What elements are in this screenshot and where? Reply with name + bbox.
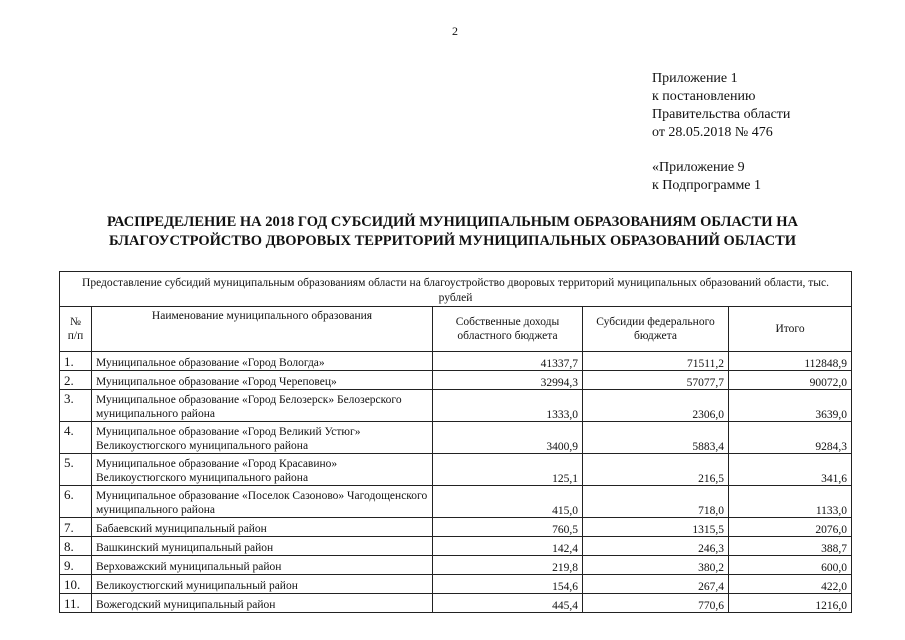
row-total: 112848,9	[729, 352, 852, 371]
row-name: Муниципальное образование «Город Белозерск» Белозерского муниципального района	[92, 390, 433, 422]
row-name: Верховажский муниципальный район	[92, 556, 433, 575]
table-row	[60, 454, 852, 486]
row-federal-subsidy: 267,4	[583, 575, 729, 594]
title-line: РАСПРЕДЕЛЕНИЕ НА 2018 ГОД СУБСИДИЙ МУНИЦИПАЛЬНЫМ ОБРАЗОВАНИЯМ ОБЛАСТИ НА	[107, 214, 798, 230]
row-name: Муниципальное образование «Город Красавино» Великоустюгского муниципального района	[92, 454, 433, 486]
table-caption-row	[60, 272, 852, 307]
table-caption: Предоставление субсидий муниципальным образованиям области на благоустройство дворовых территорий муниципальных образований области, тыс. рублей	[60, 272, 852, 307]
table-row	[60, 594, 852, 613]
row-total: 9284,3	[729, 422, 852, 454]
table-row	[60, 575, 852, 594]
row-federal-subsidy: 770,6	[583, 594, 729, 613]
row-federal-subsidy: 1315,5	[583, 518, 729, 537]
row-name: Великоустюгский муниципальный район	[92, 575, 433, 594]
row-number: 2.	[60, 371, 92, 390]
row-federal-subsidy: 380,2	[583, 556, 729, 575]
table-row	[60, 518, 852, 537]
subsidy-table	[59, 271, 852, 613]
row-name: Муниципальное образование «Город Вологда»	[92, 352, 433, 371]
appendix-line: к постановлению	[652, 89, 756, 104]
header-own-income: Собственные доходы областного бюджета	[433, 307, 583, 352]
row-own-income: 219,8	[433, 556, 583, 575]
header-name: Наименование муниципального образования	[92, 307, 433, 352]
row-number: 3.	[60, 390, 92, 422]
title-line: БЛАГОУСТРОЙСТВО ДВОРОВЫХ ТЕРРИТОРИЙ МУНИЦИПАЛЬНЫХ ОБРАЗОВАНИЙ ОБЛАСТИ	[108, 233, 797, 249]
table-row	[60, 556, 852, 575]
row-name: Бабаевский муниципальный район	[92, 518, 433, 537]
row-total: 90072,0	[729, 371, 852, 390]
table-header-row	[60, 307, 852, 352]
header-federal-subsidy: Субсидии федерального бюджета	[583, 307, 729, 352]
row-federal-subsidy: 718,0	[583, 486, 729, 518]
row-total: 341,6	[729, 454, 852, 486]
row-total: 600,0	[729, 556, 852, 575]
row-own-income: 760,5	[433, 518, 583, 537]
row-name: Вожегодский муниципальный район	[92, 594, 433, 613]
row-own-income: 125,1	[433, 454, 583, 486]
row-own-income: 445,4	[433, 594, 583, 613]
row-federal-subsidy: 2306,0	[583, 390, 729, 422]
row-own-income: 415,0	[433, 486, 583, 518]
row-name: Муниципальное образование «Город Череповец»	[92, 371, 433, 390]
row-own-income: 154,6	[433, 575, 583, 594]
row-total: 1216,0	[729, 594, 852, 613]
table-row	[60, 422, 852, 454]
row-total: 2076,0	[729, 518, 852, 537]
table-row	[60, 371, 852, 390]
appendix-line: к Подпрограмме 1	[652, 178, 762, 193]
document-title	[0, 213, 905, 251]
appendix-block	[652, 70, 790, 195]
row-total: 1133,0	[729, 486, 852, 518]
row-federal-subsidy: 5883,4	[583, 422, 729, 454]
appendix-line: «Приложение 9	[652, 160, 745, 175]
row-number: 4.	[60, 422, 92, 454]
row-federal-subsidy: 71511,2	[583, 352, 729, 371]
row-federal-subsidy: 216,5	[583, 454, 729, 486]
appendix-line: Приложение 1	[652, 71, 738, 86]
table-row	[60, 537, 852, 556]
appendix-gap	[652, 142, 790, 159]
row-total: 3639,0	[729, 390, 852, 422]
row-number: 10.	[60, 575, 92, 594]
table-row	[60, 486, 852, 518]
row-number: 5.	[60, 454, 92, 486]
row-number: 7.	[60, 518, 92, 537]
row-own-income: 142,4	[433, 537, 583, 556]
appendix-line: от 28.05.2018 № 476	[652, 125, 773, 140]
table-row	[60, 352, 852, 371]
appendix-line: Правительства области	[652, 107, 791, 122]
row-name: Муниципальное образование «Город Великий Устюг» Великоустюгского муниципального района	[92, 422, 433, 454]
row-federal-subsidy: 57077,7	[583, 371, 729, 390]
row-name: Вашкинский муниципальный район	[92, 537, 433, 556]
row-total: 422,0	[729, 575, 852, 594]
row-number: 6.	[60, 486, 92, 518]
row-name: Муниципальное образование «Поселок Сазоново» Чагодощенского муниципального района	[92, 486, 433, 518]
row-own-income: 1333,0	[433, 390, 583, 422]
header-total: Итого	[729, 307, 852, 352]
page-number: 2	[452, 24, 458, 38]
row-number: 9.	[60, 556, 92, 575]
row-total: 388,7	[729, 537, 852, 556]
row-own-income: 32994,3	[433, 371, 583, 390]
header-number: № п/п	[60, 307, 92, 352]
row-own-income: 3400,9	[433, 422, 583, 454]
row-number: 8.	[60, 537, 92, 556]
row-number: 11.	[60, 594, 92, 613]
row-federal-subsidy: 246,3	[583, 537, 729, 556]
row-own-income: 41337,7	[433, 352, 583, 371]
table-row	[60, 390, 852, 422]
row-number: 1.	[60, 352, 92, 371]
